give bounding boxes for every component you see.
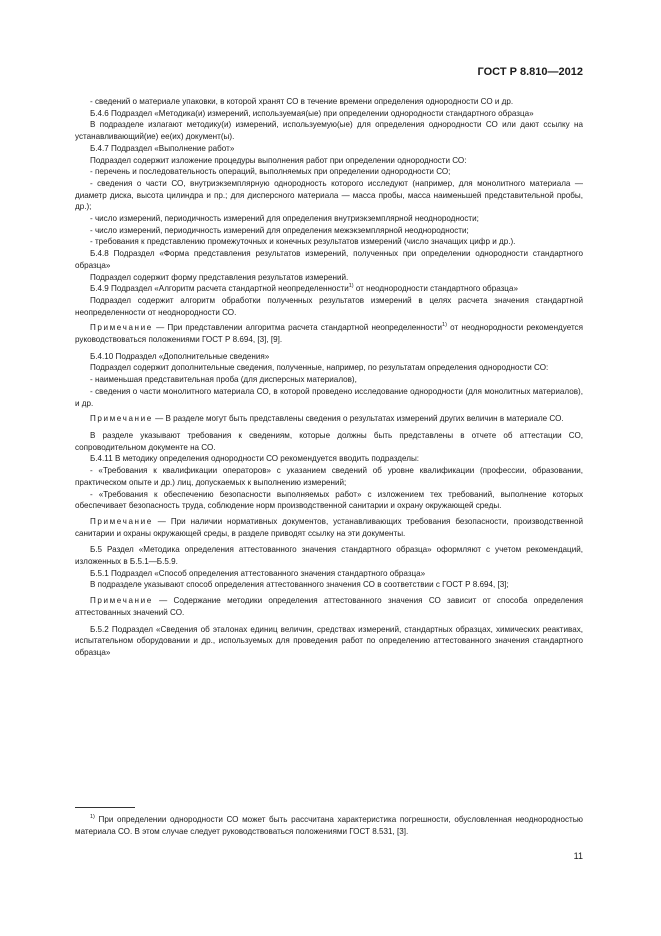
note-text-tail: от неоднородности рекомендуется руководствоваться положениями ГОСТ Р 8.694, [3], [9]. [75,323,583,345]
section-heading: Б.4.11 В методику определения однородности СО рекомендуется вводить подразделы: [90,454,420,464]
list-item: - перечень и последовательность операций, выполняемых при определении однородности СО; [90,167,451,177]
footnote-divider [75,807,135,808]
note-label: Примечание [90,414,153,424]
section-heading: Б.4.7 Подраздел «Выполнение работ» [90,143,235,153]
paragraph: В разделе указывают требования к сведениям, которые должны быть представлены в отчете об аттестации СО, сопроводительном документе на СО. [75,430,583,452]
section-heading: Б.5.2 Подраздел «Сведения об эталонах единиц величин, средствах измерений, стандартных образцах, химических реактивах, испытательном оборудовании и др., используемых для проведения работ по определению аттестованного значения стандартного образца» [75,624,583,657]
note-text: — Содержание методики определения аттестованного значения СО зависит от способа определения аттестованных значений СО. [75,596,583,617]
note-paragraph [75,516,583,539]
document-body [75,96,583,659]
note-label: Примечание [90,596,153,606]
note-paragraph [75,595,583,618]
paragraph: Подраздел содержит форму представления результатов измерений. [90,272,349,282]
section-heading: Б.5 Раздел «Методика определения аттестованного значения стандартного образца» оформляют с учетом рекомендаций, изложенных в Б.5.1—Б.5.9. [75,545,583,567]
list-item: - «Требования к обеспечению безопасности выполняемых работ» с изложением тех требований, выполнение которых обеспечивает безопасность труда, соблюдение норм производственной санитарии и охрану окружающей среды. [75,489,583,511]
note-label: Примечание [90,323,153,333]
note-paragraph [75,322,583,345]
list-item: - «Требования к квалификации операторов» с указанием сведений об уровне квалификации (профессии, образовании, практическом опыте и др.) лиц, допускаемых к выполнению измерений; [75,466,583,487]
list-item: - сведения о части монолитного материала СО, в которой проведено исследование однородности (для монолитных материалов), и др. [75,386,583,408]
footnote-reference: 1) [348,283,354,290]
footnote [75,814,583,837]
footnote-marker: 1) [90,814,95,820]
heading-text-tail: от неоднородности стандартного образца» [353,284,518,294]
paragraph: Подраздел содержит дополнительные сведения, полученные, например, по результатам определения однородности СО: [90,363,549,373]
section-heading: Б.4.8 Подраздел «Форма представления результатов измерений, полученных при определении однородности стандартного образца» [75,249,583,270]
footnote-text: При определении однородности СО может быть рассчитана характеристика погрешности, обусловленная неоднородностью материала СО. В этом случае следует руководствоваться положениями ГОСТ 8.531, [3]. [75,815,583,836]
list-item: - число измерений, периодичность измерений для определения внутриэкземплярной неоднородности; [90,214,479,224]
note-label: Примечание [90,516,153,526]
note-text: — В разделе могут быть представлены сведения о результатах измерений других величин в материале СО. [152,414,564,424]
list-item: - требования к представлению промежуточных и конечных результатов измерений (число значащих цифр и др.). [90,237,516,247]
list-item: - наименьшая представительная проба (для дисперсных материалов), [90,375,357,385]
note-text: — При наличии нормативных документов, устанавливающих требования безопасности, производственной санитарии и охраны окружающей среды, в разделе приводят ссылку на эти документы. [75,516,583,538]
paragraph: Подраздел содержит изложение процедуры выполнения работ при определении однородности СО: [90,155,467,165]
section-heading: Б.5.1 Подраздел «Способ определения аттестованного значения стандартного образца» [90,568,426,578]
list-item: - сведения о части СО, внутриэкземплярную однородность которого исследуют (например, для монолитного материала — диаметр диска, высота цилиндра и пр.; для дисперсного материала — масса пробы, масса наименьшей представительной пробы, др.); [75,178,583,212]
note-paragraph [75,413,583,425]
paragraph: Подраздел содержит алгоритм обработки полученных результатов измерений в целях расчета значения стандартной неопределенности от неоднородности СО. [75,295,583,317]
list-item: - число измерений, периодичность измерений для определения межэкземплярной неоднородности; [90,225,469,235]
note-text: — При представлении алгоритма расчета стандартной неопределенности [152,323,443,333]
document-code-header: ГОСТ Р 8.810—2012 [477,66,583,78]
footnote-reference: 1) [442,322,447,329]
heading-text: Б.4.9 Подраздел «Алгоритм расчета стандартной неопределенности [90,284,349,294]
page-number: 11 [573,851,583,861]
section-heading: Б.4.10 Подраздел «Дополнительные сведения» [90,351,270,361]
paragraph: В подразделе излагают методику(и) измерений, используемую(ые) для определения однородности СО или дают ссылку на устанавливающий(ие) ее(их) документ(ы). [75,120,583,142]
paragraph: - сведений о материале упаковки, в которой хранят СО в течение времени определения однородности СО и др. [90,97,514,106]
section-heading-with-footnote-ref [75,283,583,295]
paragraph: В подразделе указывают способ определения аттестованного значения СО в соответствии с ГОСТ Р 8.694, [3]; [90,580,509,590]
section-heading: Б.4.6 Подраздел «Методика(и) измерений, используемая(ые) при определении однородности стандартного образца» [90,108,534,118]
